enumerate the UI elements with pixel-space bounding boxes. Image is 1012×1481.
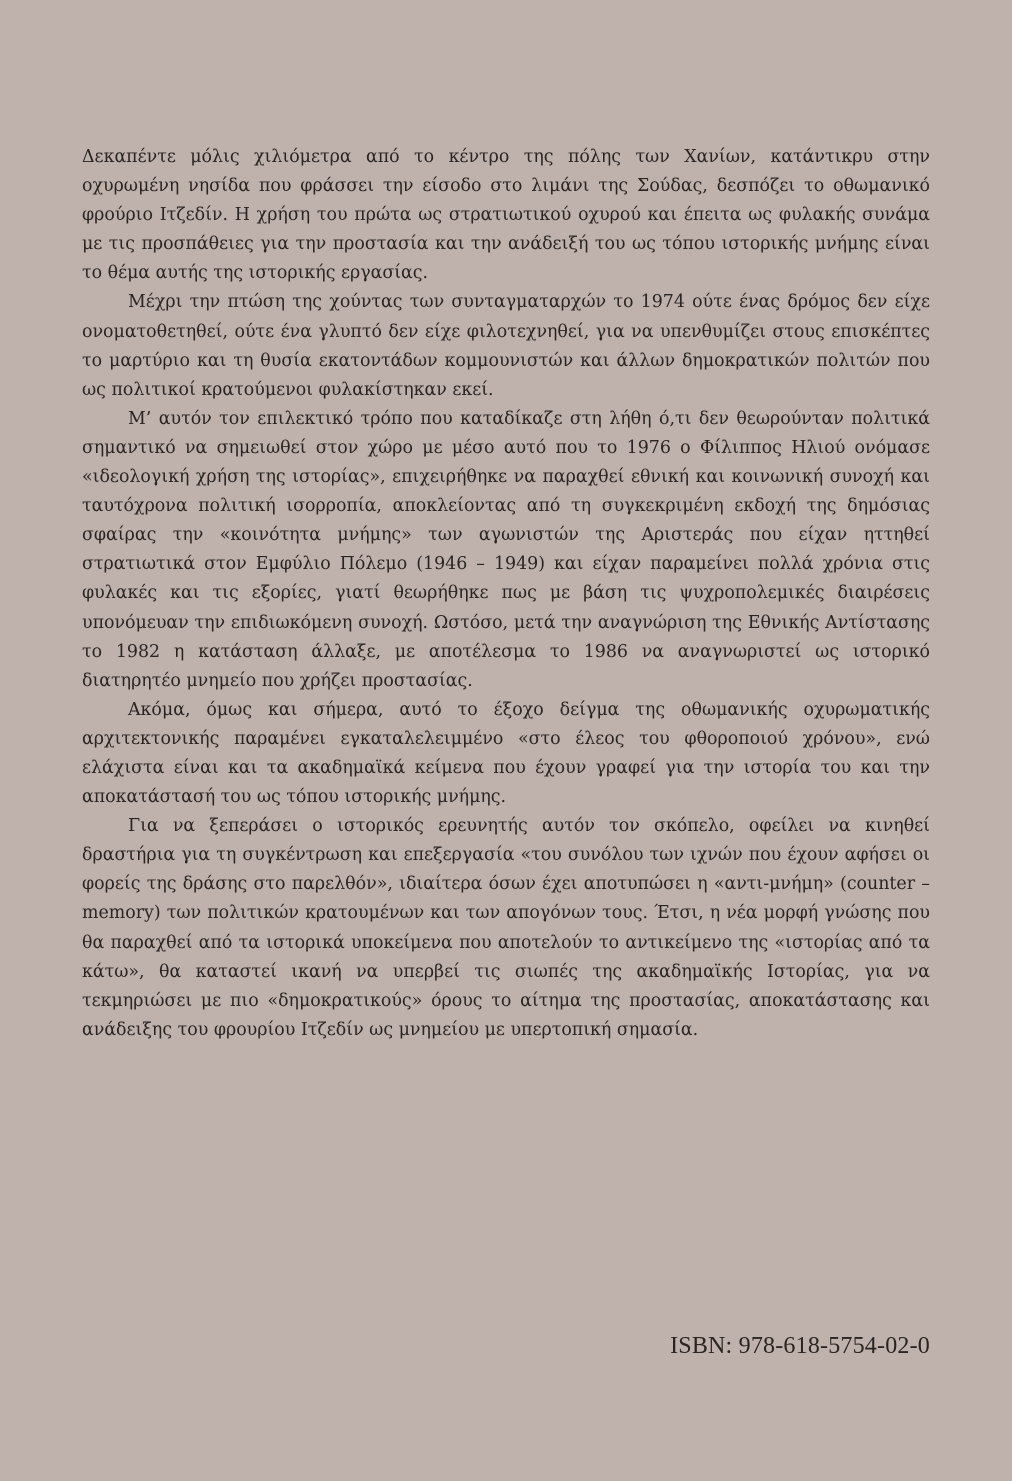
blurb-paragraph-5: Για να ξεπεράσει ο ιστορικός ερευνητής αυτόν τον σκόπελο, οφείλει να κινηθεί δραστήρια για τη συγκέντρωση και επεξεργασία «του συνόλου των ιχνών που έχουν αφήσει οι φορείς της δράσης στο παρελθόν», ιδιαίτερα όσων έχει αποτυπώσει η «αντι-μνήμη» (counter – memory) των πολιτικών κρατουμένων και των απογόνων τους. Έτσι, η νέα μορφή γνώσης που θα παραχθεί από τα ιστορικά υποκείμενα που αποτελούν το αντικείμενο της «ιστορίας από τα κάτω», θα καταστεί ικανή να υπερβεί τις σιωπές της ακαδημαϊκής Ιστορίας, για να τεκμηριώσει με πιο «δημοκρατικούς» όρους το αίτημα της προστασίας, αποκατάστασης και ανάδειξης του φρουρίου Ιτζεδίν ως μνημείου με υπερτοπική σημασία. [82,816,930,1040]
blurb-paragraph-2: Μέχρι την πτώση της χούντας των συνταγματαρχών το 1974 ούτε ένας δρόμος δεν είχε ονοματοθετηθεί, ούτε ένα γλυπτό δεν είχε φιλοτεχνηθεί, για να υπενθυμίζει στους επισκέπτες το μαρτύριο και τη θυσία εκατοντάδων κομμουνιστών και άλλων δημοκρατικών πολιτών που ως πολιτικοί κρατούμενοι φυλακίστηκαν εκεί. [82,292,930,400]
blurb-paragraph-4: Ακόμα, όμως και σήμερα, αυτό το έξοχο δείγμα της οθωμανικής οχυρωματικής αρχιτεκτονικής παραμένει εγκαταλελειμμένο «στο έλεος του φθοροποιού χρόνου», ενώ ελάχιστα είναι και τα ακαδημαϊκά κείμενα που έχουν γραφεί για την ιστορία του και την αποκατάστασή του ως τόπου ιστορικής μνήμης. [82,699,930,808]
blurb-paragraph-1: Δεκαπέντε μόλις χιλιόμετρα από το κέντρο της πόλης των Χανίων, κατάντικρυ στην οχυρωμένη νησίδα που φράσσει την είσοδο στο λιμάνι της Σούδας, δεσπόζει το οθωμανικό φρούριο Ιτζεδίν. Η χρήση του πρώτα ως στρατιωτικού οχυρού και έπειτα ως φυλακής συνάμα με τις προσπάθειες για την προστασία και την ανάδειξή του ως τόπου ιστορικής μνήμης είναι το θέμα αυτής της ιστορικής εργασίας. [82,147,930,284]
blurb-text [82,143,930,1045]
blurb-paragraph-3: Μ’ αυτόν τον επιλεκτικό τρόπο που καταδίκαζε στη λήθη ό,τι δεν θεωρούνταν πολιτικά σημαντικό να σημειωθεί στον χώρο με μέσο αυτό που το 1976 ο Φίλιππος Ηλιού ονόμασε «ιδεολογική χρήση της ιστορίας», επιχειρήθηκε να παραχθεί εθνική και κοινωνική συνοχή και ταυτόχρονα πολιτική ισορροπία, αποκλείοντας από τη συγκεκριμένη εκδοχή της δημόσιας σφαίρας την «κοινότητα μνήμης» των αγωνιστών της Αριστεράς που είχαν ηττηθεί στρατιωτικά στον Εμφύλιο Πόλεμο (1946 – 1949) και είχαν παραμείνει πολλά χρόνια στις φυλακές και τις εξορίες, γιατί θεωρήθηκε πως με βάση τις ψυχροπολεμικές διαιρέσεις υπονόμευαν την επιδιωκόμενη συνοχή. Ωστόσο, μετά την αναγνώριση της Εθνικής Αντίστασης το 1982 η κατάσταση άλλαξε, με αποτέλεσμα το 1986 να αναγνωριστεί ως ιστορικό διατηρητέο μνημείο που χρήζει προστασίας. [82,408,930,691]
isbn-label: ISBN: 978-618-5754-02-0 [670,1333,930,1359]
